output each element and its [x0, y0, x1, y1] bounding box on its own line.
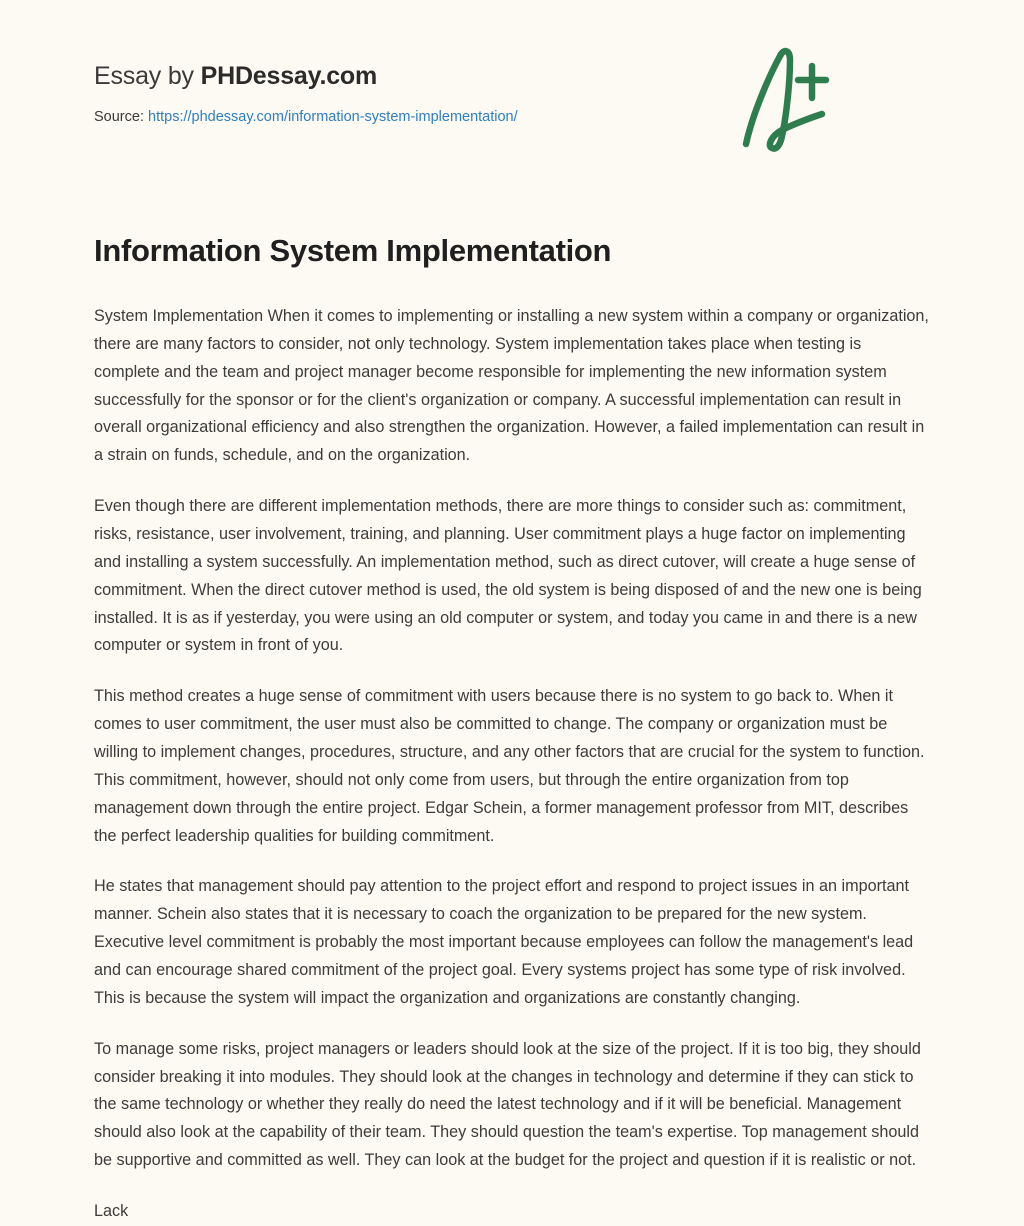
source-label: Source:	[94, 109, 144, 125]
paragraph: System Implementation When it comes to implementing or installing a new system within a company or organization, there are many factors to consider, not only technology. System implementation takes place when testing is complete and the team and project manager become responsible for implementing the new information system successfully for the sponsor or for the client's organization or company. A successful implementation can result in overall organizational efficiency and also strengthen the organization. However, a failed implementation can result in a strain on funds, schedule, and on the organization.	[94, 307, 929, 465]
paragraph: To manage some risks, project managers or leaders should look at the size of the project. If it is too big, they should consider breaking it into modules. They should look at the changes in technology and determine if they can stick to the same technology or whether they really do need the latest technology and if it will be beneficial. Management should also look at the capability of their team. They should question the team's expertise. Top management should be supportive and committed as well. They can look at the budget for the project and question if it is realistic or not.	[94, 1039, 921, 1170]
brand-by-label: by	[167, 62, 194, 90]
paragraph: Even though there are different implementation methods, there are more things to consider such as: commitment, risks, resistance, user involvement, training, and planning. User commitment plays a huge factor on implementing and installing a system successfully. An implementation method, such as direct cutover, will create a huge sense of commitment. When the direct cutover method is used, the old system is being disposed of and the new one is being installed. It is as if yesterday, you were using an old computer or system, and today you came in and there is a new computer or system in front of you.	[94, 497, 922, 655]
document-header	[94, 0, 930, 125]
document-body	[94, 269, 930, 1226]
paragraph: Lack	[94, 1202, 129, 1221]
brand-essay-label: Essay	[94, 62, 162, 90]
source-url-link[interactable]: https://phdessay.com/information-system-implementation/	[148, 109, 518, 125]
a-plus-logo-icon	[726, 40, 846, 160]
brand-site-label: PHDessay.com	[200, 62, 378, 90]
paragraph: This method creates a huge sense of commitment with users because there is no system to go back to. When it comes to user commitment, the user must also be committed to change. The company or organization must be willing to implement changes, procedures, structure, and any other factors that are crucial for the system to function. This commitment, however, should not only come from users, but through the entire organization from top management down through the entire project. Edgar Schein, a former management professor from MIT, describes the perfect leadership qualities for building commitment.	[94, 687, 925, 845]
page-title: Information System Implementation	[94, 233, 612, 268]
paragraph: He states that management should pay attention to the project effort and respond to project issues in an important manner. Schein also states that it is necessary to coach the organization to be prepared for the new system. Executive level commitment is probably the most important because employees can follow the management's lead and can encourage shared commitment of the project goal. Every systems project has some type of risk involved. This is because the system will impact the organization and organizations are constantly changing.	[94, 877, 914, 1007]
